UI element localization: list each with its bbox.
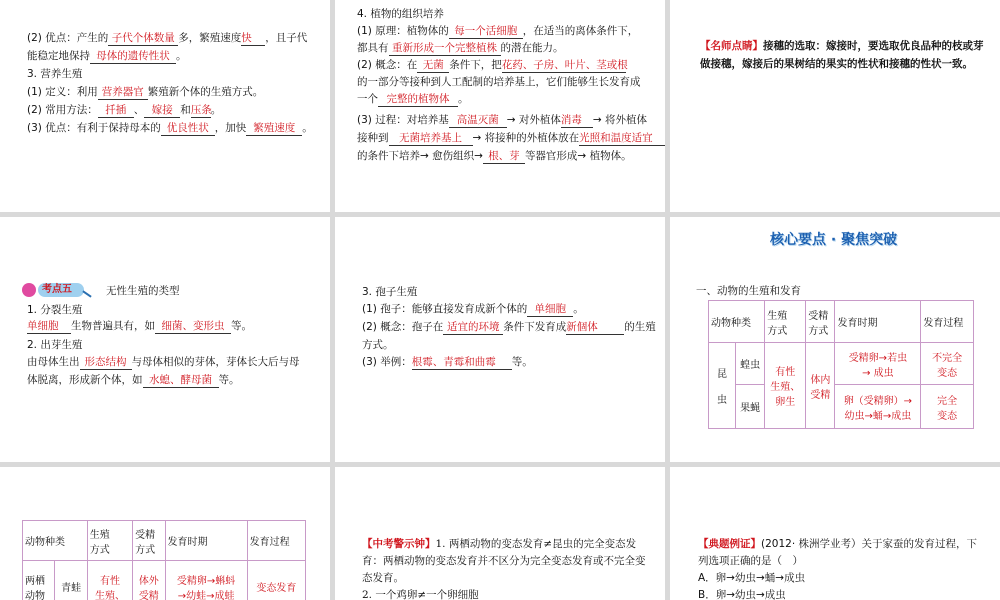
header-cell: 发育时期: [165, 521, 247, 561]
answer-blank: 快: [241, 31, 265, 46]
header-cell: 生殖 方式: [87, 521, 132, 561]
text-line: (2) 常用方法： 扦插 、 嫁接 和压条。: [27, 104, 222, 116]
text-line: 做接穗，嫁接后的果树结的果实的性状和接穗的性状一致。: [700, 58, 973, 70]
answer-cell: 完全 变态: [921, 385, 974, 429]
text-line: (3) 举例：根霉、青霉和曲霉 等。: [362, 356, 533, 368]
section-heading: 2. 出芽生殖: [27, 339, 83, 351]
badge-icon: 考点五: [22, 282, 88, 298]
category-cell: 昆 虫: [709, 343, 736, 429]
header-cell: 发育时期: [835, 301, 921, 343]
slide-panel-example-question: [670, 467, 1000, 600]
answer-blank: 光照和温度适宜: [579, 131, 665, 146]
text-line: 【中考警示钟】1. 两栖动物的变态发育≠昆虫的完全变态发: [362, 538, 637, 550]
answer-blank: 完整的植物体: [378, 92, 458, 107]
text-line: 单细胞 生物普遍具有，如 细菌、变形虫 等。: [27, 320, 252, 332]
answer-blank: 压条: [190, 104, 212, 116]
section-heading: 4. 植物的组织培养: [357, 8, 444, 20]
answer-cell: 不完全 变态: [921, 343, 974, 385]
text-line: 【典题例证】(2012· 株洲学业考）关于家蚕的发育过程，下: [698, 538, 977, 550]
text-line: (3) 过程：对培养基 高温灭菌 → 对外植体消毒 → 将外植体: [357, 114, 647, 126]
text-line: 接种到 无菌培养基上 → 将接种的外植体放在光照和温度适宜: [357, 130, 665, 146]
section-heading: 3. 营养生殖: [27, 68, 83, 80]
slide-panel-spore-reproduction: [335, 217, 665, 462]
text-line: 都具有 重新形成一个完整植株 的潜在能力。: [357, 42, 564, 54]
text-line: 列选项正确的是（ ）: [698, 555, 803, 567]
answer-blank: 消毒: [561, 113, 593, 128]
section-title: 无性生殖的类型: [106, 285, 180, 297]
text-line: (2) 概念：在 无菌 条件下，把花药、子房、叶片、茎或根: [357, 59, 628, 71]
text-line: 【名师点睛】接穗的选取：嫁接时，要选取优良品种的枝或芽: [700, 40, 984, 52]
text-line: 一个 完整的植物体 。: [357, 93, 469, 105]
answer-blank: 嫁接: [144, 103, 180, 118]
slide-panel-animal-development: [670, 217, 1000, 462]
answer-blank: 扦插: [98, 103, 134, 118]
answer-cell: 卵（受精卵）→ 幼虫→蛹→成虫: [835, 385, 921, 429]
answer-blank: 重新形成一个完整植株: [389, 41, 501, 56]
answer-blank: 优良性状: [161, 121, 215, 136]
answer-cell: 有性 生殖、 卵生: [765, 343, 806, 429]
text-line: 2. 一个鸡卵≠一个卵细胞: [362, 589, 479, 600]
slide-panel-amphibian-table: [0, 467, 330, 600]
text-line: (1) 原理：植物体的 每一个活细胞 ，在适当的离体条件下，: [357, 25, 639, 37]
slide-panel-teacher-tip: [670, 0, 1000, 212]
amphibian-development-table: [22, 520, 306, 600]
text-line: 的条件下培养→ 愈伤组织→ 根、芽 等器官形成→ 植物体。: [357, 150, 632, 162]
text-line: 体脱离，形成新个体，如 水螅、酵母菌 等。: [27, 374, 240, 386]
text-line: (1) 定义：利用 营养器官 繁殖新个体的生殖方式。: [27, 86, 264, 98]
header-cell: 动物种类: [709, 301, 765, 343]
answer-blank: 子代个体数量: [108, 31, 178, 46]
banner-title: 核心要点 · 聚焦突破: [770, 232, 898, 248]
text-line: 育：两栖动物的变态发育并不区分为完全变态发育或不完全变: [362, 555, 646, 567]
text-line: 态发育。: [362, 572, 404, 584]
answer-cell: 体外 受精: [133, 561, 165, 600]
answer-blank: 根、芽: [483, 149, 525, 164]
text-line: 的一部分等接种到人工配制的培养基上，它们能够生长发育成: [357, 76, 641, 88]
header-cell: 受精 方式: [806, 301, 835, 343]
answer-cell: 有性 生殖、: [87, 561, 132, 600]
answer-cell: 变态发育: [247, 561, 305, 600]
answer-option-a: A．卵→幼虫→蛹→成虫: [698, 572, 806, 584]
answer-blank: 适宜的环境: [443, 320, 503, 335]
answer-cell: 受精卵→若虫 → 成虫: [835, 343, 921, 385]
answer-blank: 细菌、变形虫: [155, 319, 231, 334]
answer-blank: 水螅、酵母菌: [143, 373, 219, 388]
warning-tag: 【中考警示钟】: [362, 538, 436, 550]
section-heading: 一、动物的生殖和发育: [696, 285, 801, 297]
slide-panel-exam-warning: [335, 467, 665, 600]
answer-blank: 繁殖速度: [246, 121, 302, 136]
answer-blank: 无菌培养基上: [389, 131, 473, 146]
section-heading: 1. 分裂生殖: [27, 304, 83, 316]
slide-panel-asexual-types: [0, 217, 330, 462]
slide-panel-tissue-culture: [335, 0, 665, 212]
text-line: (2) 优点：产生的 子代个体数量 多，繁殖速度快 ，且子代: [27, 32, 308, 44]
animal-development-table: [708, 300, 974, 429]
answer-cell: 受精卵→蝌蚪 →幼蛙→成蛙: [165, 561, 247, 600]
animal-cell: 蝗虫: [736, 343, 765, 385]
answer-blank: 母体的遗传性状: [90, 49, 176, 64]
animal-cell: 青蛙: [55, 561, 87, 600]
text-line: 方式。: [362, 339, 394, 351]
tip-tag: 【名师点睛】: [700, 40, 763, 52]
answer-blank: 根霉、青霉和曲霉: [412, 355, 512, 370]
text-line: 由母体生出 形态结构 与母体相似的芽体，芽体长大后与母: [27, 356, 300, 368]
answer-blank: 新個体: [566, 320, 624, 335]
text-line: 能稳定地保持 母体的遗传性状 。: [27, 50, 187, 62]
answer-blank: 单细胞: [27, 319, 71, 334]
answer-blank: 花药、子房、叶片、茎或根: [501, 59, 628, 71]
header-cell: 生殖 方式: [765, 301, 806, 343]
answer-option-b: B．卵→幼虫→成虫: [698, 589, 786, 600]
text-line: (1) 孢子：能够直接发育成新个体的 单细胞 。: [362, 303, 584, 315]
text-line: (2) 概念：孢子在 适宜的环境 条件下发育成新個体 的生殖: [362, 321, 656, 333]
answer-blank: 单细胞: [527, 302, 573, 317]
animal-cell: 果蝇: [736, 385, 765, 429]
category-cell: 两栖 动物: [23, 561, 55, 600]
slide-panel-vegetative-reproduction: [0, 0, 330, 212]
text-line: (3) 优点：有利于保持母本的 优良性状 ，加快 繁殖速度 。: [27, 122, 313, 134]
answer-blank: 形态结构: [80, 355, 132, 370]
answer-blank: 无菌: [417, 58, 449, 73]
header-cell: 受精 方式: [133, 521, 165, 561]
answer-blank: 每一个活细胞: [449, 24, 523, 39]
answer-blank: 高温灭菌: [449, 113, 507, 128]
header-cell: 动物种类: [23, 521, 88, 561]
answer-blank: 营养器官: [98, 85, 148, 100]
answer-cell: 体内 受精: [806, 343, 835, 429]
header-cell: 发育过程: [921, 301, 974, 343]
example-tag: 【典题例证】: [698, 538, 761, 550]
section-heading: 3. 孢子生殖: [362, 286, 418, 298]
header-cell: 发育过程: [247, 521, 305, 561]
